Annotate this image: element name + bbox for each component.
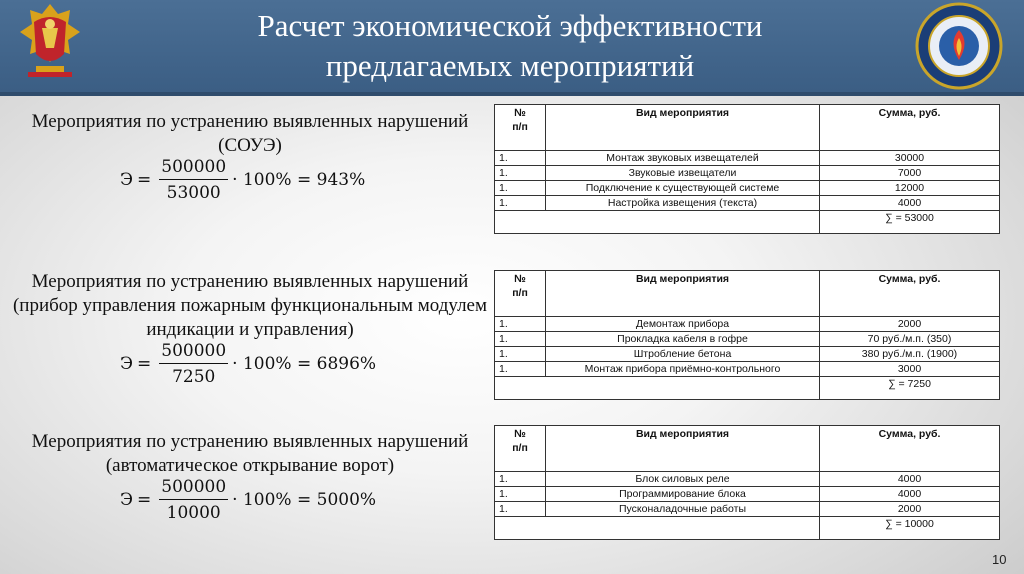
table-total: ∑ = 53000 (820, 211, 1000, 234)
row-activity: Монтаж прибора приёмно-контрольного (546, 362, 820, 377)
total-spacer (495, 211, 820, 234)
row-activity: Прокладка кабеля в гофре (546, 332, 820, 347)
description-line: индикации и управления) (146, 319, 354, 340)
formula-denominator: 10000 (166, 503, 221, 523)
slide-title-line-1: Расчет экономической эффективности (257, 8, 763, 43)
table-row (495, 332, 1000, 347)
header-sum: Сумма, руб. (820, 271, 1000, 317)
section-3-table (494, 425, 1000, 540)
table-total-row (495, 517, 1000, 540)
row-activity: Звуковые извещатели (546, 166, 820, 181)
row-sum: 12000 (820, 181, 1000, 196)
row-number: 1. (495, 347, 546, 362)
description-line: (СОУЭ) (218, 135, 282, 156)
row-number: 1. (495, 487, 546, 502)
formula-numerator: 500000 (159, 341, 228, 364)
row-activity: Штробление бетона (546, 347, 820, 362)
row-number: 1. (495, 502, 546, 517)
row-sum: 2000 (820, 317, 1000, 332)
section-3-description (10, 430, 490, 478)
formula-numerator: 500000 (159, 477, 228, 500)
table-total-row (495, 377, 1000, 400)
formula-result: · 100% = 943% (232, 170, 366, 190)
formula-fraction (159, 341, 228, 387)
equals-sign: = (137, 354, 152, 374)
formula-lhs: Э (120, 170, 134, 190)
formula-result: · 100% = 6896% (232, 354, 377, 374)
row-activity: Пусконаладочные работы (546, 502, 820, 517)
table-header-row (495, 271, 1000, 317)
row-sum: 70 руб./м.п. (350) (820, 332, 1000, 347)
row-number: 1. (495, 362, 546, 377)
section-2-table (494, 270, 1000, 400)
formula-fraction (159, 477, 228, 523)
row-number: 1. (495, 196, 546, 211)
header-sum: Сумма, руб. (820, 426, 1000, 472)
table-row (495, 196, 1000, 211)
description-line: Мероприятия по устранению выявленных нарушений (31, 111, 469, 132)
description-line: Мероприятия по устранению выявленных нарушений (31, 271, 469, 292)
table-total: ∑ = 10000 (820, 517, 1000, 540)
row-sum: 4000 (820, 487, 1000, 502)
row-number: 1. (495, 151, 546, 166)
header-activity: Вид мероприятия (546, 426, 820, 472)
section-1-table (494, 104, 1000, 234)
row-sum: 4000 (820, 472, 1000, 487)
row-activity: Демонтаж прибора (546, 317, 820, 332)
header-activity: Вид мероприятия (546, 271, 820, 317)
table-header-row (495, 426, 1000, 472)
table-total-row (495, 211, 1000, 234)
row-number: 1. (495, 166, 546, 181)
header-activity: Вид мероприятия (546, 105, 820, 151)
formula-numerator: 500000 (159, 157, 228, 180)
row-activity: Программирование блока (546, 487, 820, 502)
table-header-row (495, 105, 1000, 151)
department-seal-icon (914, 2, 1004, 90)
description-line: Мероприятия по устранению выявленных нарушений (31, 431, 469, 452)
equals-sign: = (137, 490, 152, 510)
emergency-ministry-emblem-icon (18, 2, 82, 80)
table-row (495, 487, 1000, 502)
formula-denominator: 7250 (172, 367, 216, 387)
row-activity: Блок силовых реле (546, 472, 820, 487)
header-sum: Сумма, руб. (820, 105, 1000, 151)
equals-sign: = (137, 170, 152, 190)
row-sum: 2000 (820, 502, 1000, 517)
row-activity: Настройка извещения (текста) (546, 196, 820, 211)
table-row (495, 362, 1000, 377)
formula-lhs: Э (120, 490, 134, 510)
header-number: № п/п (495, 271, 546, 317)
table-row (495, 472, 1000, 487)
section-2-formula (120, 336, 376, 392)
formula-lhs: Э (120, 354, 134, 374)
slide-title-line-2: предлагаемых мероприятий (325, 48, 695, 83)
table-row (495, 347, 1000, 362)
description-line: (автоматическое открывание ворот) (105, 455, 395, 476)
section-1-formula (120, 152, 365, 208)
table-row (495, 181, 1000, 196)
table-total: ∑ = 7250 (820, 377, 1000, 400)
page-number: 10 (992, 552, 1007, 567)
table-row (495, 502, 1000, 517)
table-row (495, 166, 1000, 181)
row-number: 1. (495, 332, 546, 347)
table-row (495, 151, 1000, 166)
description-line: (прибор управления пожарным функциональным модулем (12, 295, 488, 316)
total-spacer (495, 517, 820, 540)
table-row (495, 317, 1000, 332)
header-number: № п/п (495, 105, 546, 151)
row-sum: 7000 (820, 166, 1000, 181)
row-activity: Подключение к существующей системе (546, 181, 820, 196)
row-sum: 4000 (820, 196, 1000, 211)
total-spacer (495, 377, 820, 400)
formula-fraction (159, 157, 228, 203)
section-3-formula (120, 472, 376, 528)
section-1-description (10, 110, 490, 158)
row-number: 1. (495, 181, 546, 196)
header-divider (0, 92, 1024, 96)
header-number: № п/п (495, 426, 546, 472)
row-number: 1. (495, 317, 546, 332)
section-2-description (10, 270, 490, 342)
row-number: 1. (495, 472, 546, 487)
formula-result: · 100% = 5000% (232, 490, 377, 510)
row-sum: 3000 (820, 362, 1000, 377)
row-sum: 380 руб./м.п. (1900) (820, 347, 1000, 362)
formula-denominator: 53000 (166, 183, 221, 203)
row-sum: 30000 (820, 151, 1000, 166)
row-activity: Монтаж звуковых извещателей (546, 151, 820, 166)
